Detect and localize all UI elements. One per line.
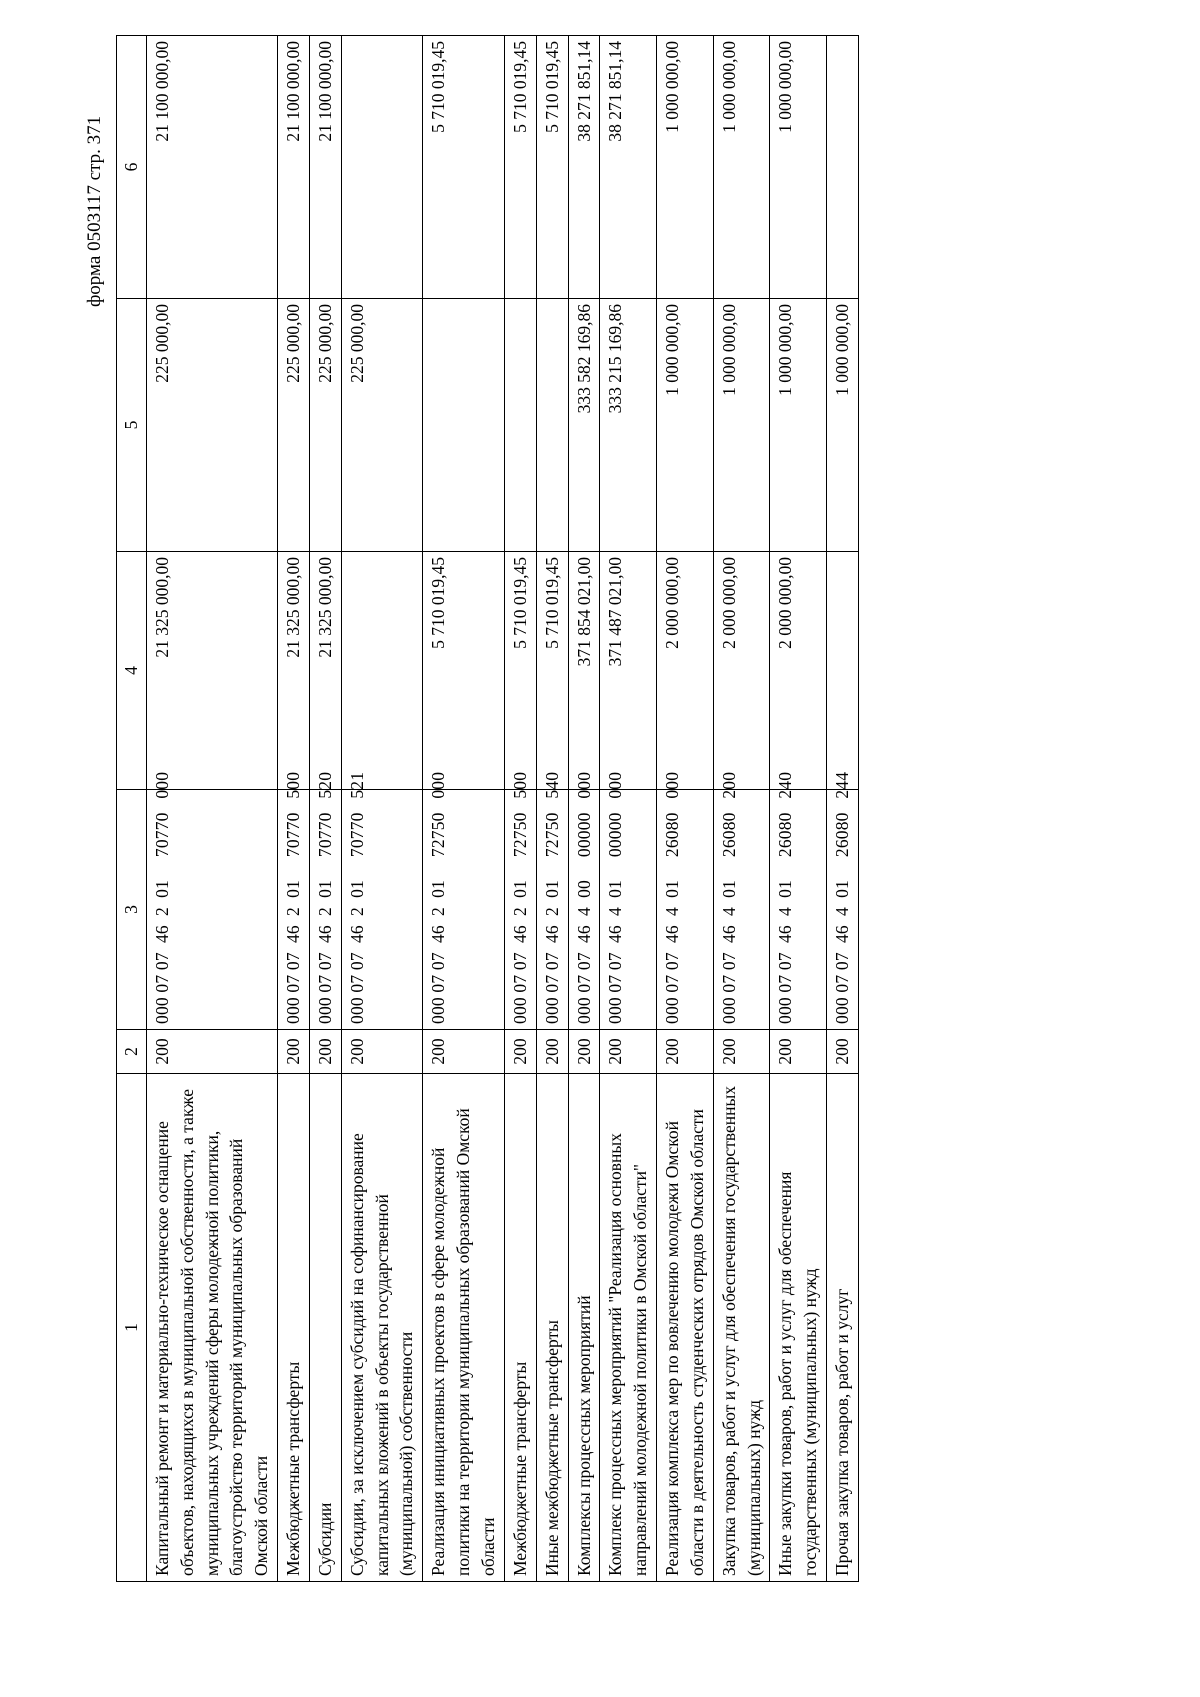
amount-executed: 333 215 169,86 [600,299,657,552]
table-body [146,36,858,1582]
table-row [278,36,310,1582]
row-name: Капитальный ремонт и материально-техническое оснащение объектов, находящихся в муниципальной собственности, а также муниципальных учреждений сферы молодежной политики, благоустройство территорий муниципальных образований Омской области [146,1074,277,1582]
table-row [713,36,770,1582]
amount-executed: 225 000,00 [309,299,341,552]
line-code: 200 [713,1030,770,1074]
amount-approved: 21 325 000,00 [146,552,277,790]
column-number: 6 [117,36,147,299]
amount-approved: 21 325 000,00 [278,552,310,790]
budget-classification-code: 000 07 07 46 2 01 72750 000 [423,790,505,1030]
amount-approved: 5 710 019,45 [504,552,536,790]
table-row [657,36,714,1582]
table-row [309,36,341,1582]
amount-approved [341,552,423,790]
amount-unexecuted: 1 000 000,00 [713,36,770,299]
amount-approved: 371 487 021,00 [600,552,657,790]
budget-classification-code: 000 07 07 46 4 01 26080 000 [657,790,714,1030]
amount-executed [423,299,505,552]
amount-unexecuted: 21 100 000,00 [278,36,310,299]
line-code: 200 [341,1030,423,1074]
table-row [423,36,505,1582]
budget-classification-code: 000 07 07 46 2 01 70770 521 [341,790,423,1030]
report-table [116,35,859,1582]
amount-executed: 1 000 000,00 [713,299,770,552]
amount-approved: 371 854 021,00 [568,552,600,790]
row-name: Иные межбюджетные трансферты [536,1074,568,1582]
row-name: Иные закупки товаров, работ и услуг для обеспечения государственных (муниципальных) нужд [770,1074,827,1582]
table-row [146,36,277,1582]
budget-classification-code: 000 07 07 46 4 01 26080 244 [827,790,859,1030]
amount-executed [536,299,568,552]
amount-unexecuted: 1 000 000,00 [770,36,827,299]
amount-approved: 5 710 019,45 [536,552,568,790]
amount-executed: 1 000 000,00 [770,299,827,552]
amount-unexecuted: 5 710 019,45 [504,36,536,299]
amount-unexecuted [827,36,859,299]
column-number: 3 [117,790,147,1030]
row-name: Субсидии [309,1074,341,1582]
row-name: Межбюджетные трансферты [504,1074,536,1582]
amount-unexecuted: 38 271 851,14 [568,36,600,299]
amount-executed [504,299,536,552]
amount-executed: 1 000 000,00 [657,299,714,552]
line-code: 200 [568,1030,600,1074]
amount-approved: 21 325 000,00 [309,552,341,790]
table-row [770,36,827,1582]
line-code: 200 [600,1030,657,1074]
amount-executed: 1 000 000,00 [827,299,859,552]
amount-unexecuted: 21 100 000,00 [146,36,277,299]
budget-classification-code: 000 07 07 46 4 01 26080 200 [713,790,770,1030]
line-code: 200 [278,1030,310,1074]
column-number: 2 [117,1030,147,1074]
budget-classification-code: 000 07 07 46 4 01 00000 000 [600,790,657,1030]
amount-approved: 2 000 000,00 [713,552,770,790]
amount-approved: 5 710 019,45 [423,552,505,790]
form-label: форма 0503117 стр. 371 [84,115,105,307]
budget-classification-code: 000 07 07 46 2 01 72750 500 [504,790,536,1030]
amount-unexecuted: 1 000 000,00 [657,36,714,299]
row-name: Комплексы процессных мероприятий [568,1074,600,1582]
amount-executed: 333 582 169,86 [568,299,600,552]
amount-unexecuted: 38 271 851,14 [600,36,657,299]
amount-executed: 225 000,00 [278,299,310,552]
budget-classification-code: 000 07 07 46 2 01 70770 520 [309,790,341,1030]
header-row [117,36,147,1582]
column-number-header [117,36,147,1582]
amount-approved: 2 000 000,00 [770,552,827,790]
amount-unexecuted: 5 710 019,45 [423,36,505,299]
column-number: 5 [117,299,147,552]
line-code: 200 [146,1030,277,1074]
amount-unexecuted: 5 710 019,45 [536,36,568,299]
row-name: Комплекс процессных мероприятий "Реализация основных направлений молодежной политики в Омской области" [600,1074,657,1582]
amount-approved: 2 000 000,00 [657,552,714,790]
table-row [827,36,859,1582]
line-code: 200 [536,1030,568,1074]
row-name: Субсидии, за исключением субсидий на софинансирование капитальных вложений в объекты государственной (муниципальной) собственности [341,1074,423,1582]
row-name: Реализация комплекса мер по вовлечению молодежи Омской области в деятельность студенческих отрядов Омской области [657,1074,714,1582]
row-name: Реализация инициативных проектов в сфере молодежной политики на территории муниципальных образований Омской области [423,1074,505,1582]
line-code: 200 [423,1030,505,1074]
budget-classification-code: 000 07 07 46 4 01 26080 240 [770,790,827,1030]
budget-classification-code: 000 07 07 46 4 00 00000 000 [568,790,600,1030]
row-name: Межбюджетные трансферты [278,1074,310,1582]
line-code: 200 [657,1030,714,1074]
line-code: 200 [309,1030,341,1074]
column-number: 1 [117,1074,147,1582]
table-row [600,36,657,1582]
table-row [341,36,423,1582]
amount-approved [827,552,859,790]
line-code: 200 [770,1030,827,1074]
table-row [536,36,568,1582]
budget-classification-code: 000 07 07 46 2 01 70770 500 [278,790,310,1030]
budget-classification-code: 000 07 07 46 2 01 70770 000 [146,790,277,1030]
table-row [504,36,536,1582]
table-row [568,36,600,1582]
row-name: Прочая закупка товаров, работ и услуг [827,1074,859,1582]
line-code: 200 [827,1030,859,1074]
line-code: 200 [504,1030,536,1074]
budget-classification-code: 000 07 07 46 2 01 72750 540 [536,790,568,1030]
amount-executed: 225 000,00 [341,299,423,552]
amount-executed: 225 000,00 [146,299,277,552]
row-name: Закупка товаров, работ и услуг для обеспечения государственных (муниципальных) нужд [713,1074,770,1582]
amount-unexecuted [341,36,423,299]
amount-unexecuted: 21 100 000,00 [309,36,341,299]
column-number: 4 [117,552,147,790]
